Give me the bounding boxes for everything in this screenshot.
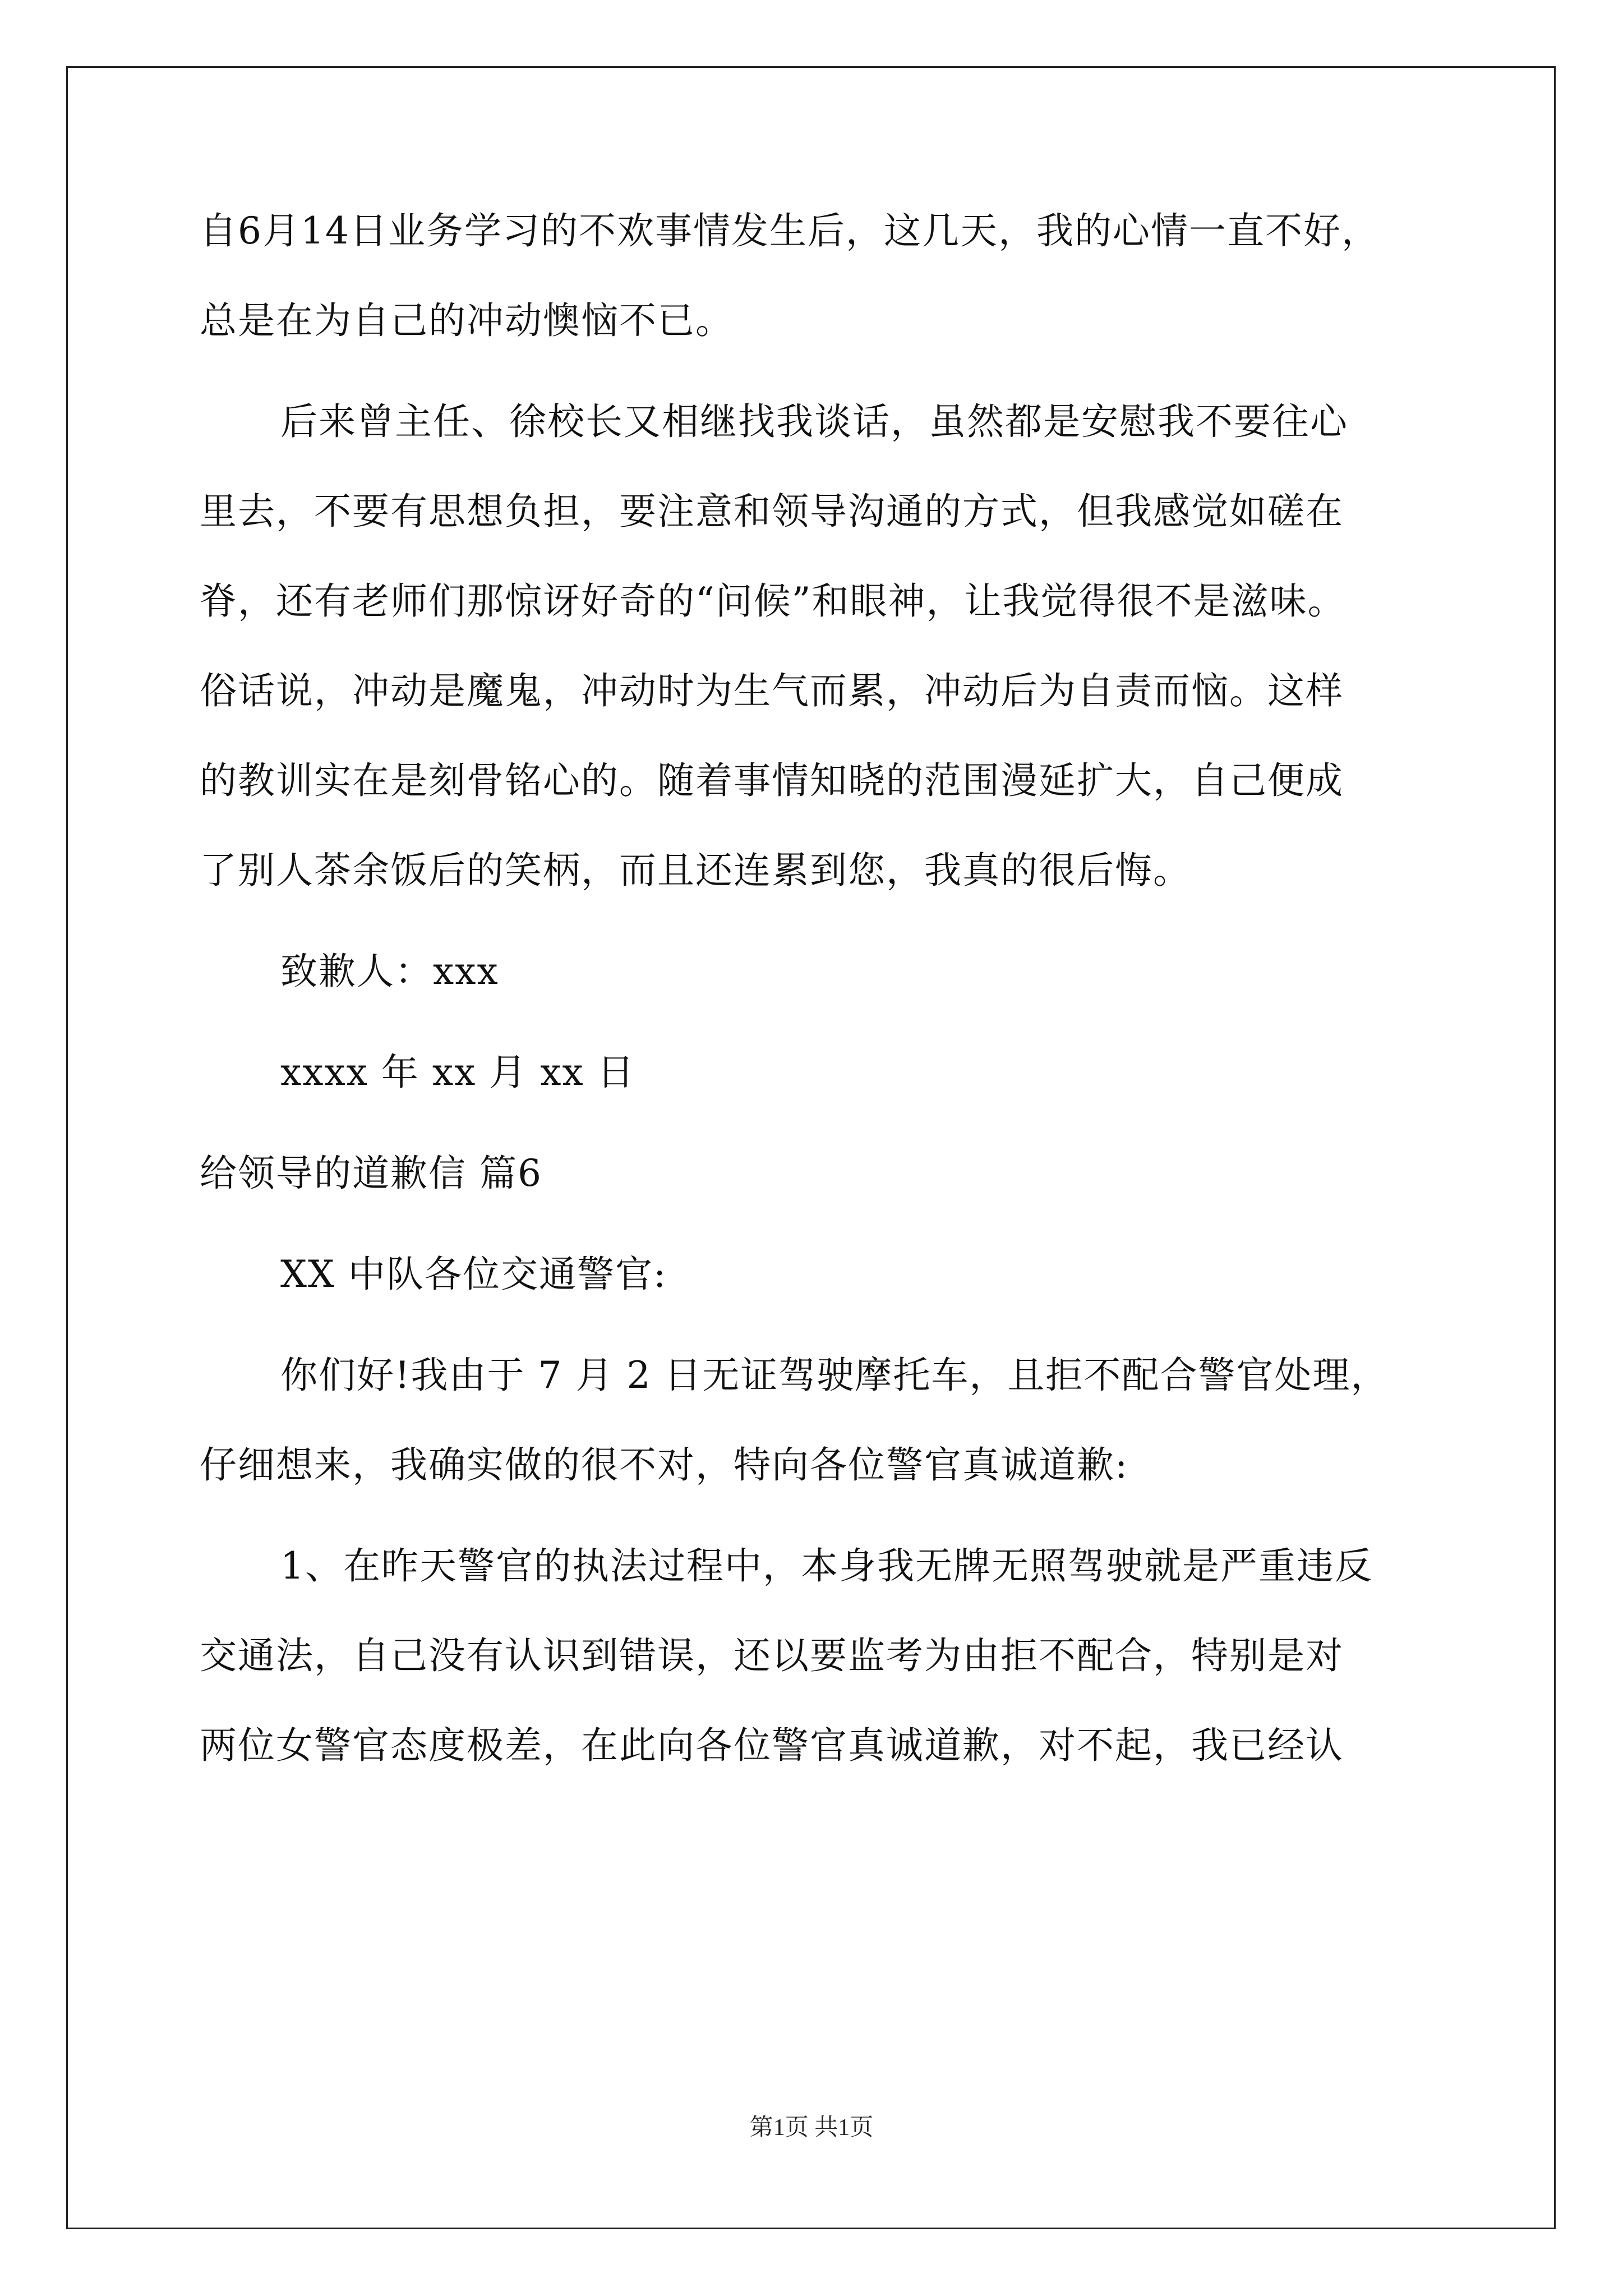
paragraph-line: 了别人茶余饭后的笑柄，而且还连累到您，我真的很后悔。 xyxy=(200,849,1191,892)
paragraph-line: 后来曾主任、徐校长又相继找我谈话，虽然都是安慰我不要往心 xyxy=(280,400,1348,443)
date-line: xxxx 年 xx 月 xx 日 xyxy=(280,1051,635,1094)
paragraph-line: 俗话说，冲动是魔鬼，冲动时为生气而累，冲动后为自责而恼。这样 xyxy=(200,669,1344,712)
paragraph-line: 你们好!我由于 7 月 2 日无证驾驶摩托车，且拒不配合警官处理， xyxy=(280,1354,1389,1397)
paragraph-line: 的教训实在是刻骨铭心的。随着事情知晓的范围漫延扩大，自己便成 xyxy=(200,759,1344,802)
page-number-footer: 第1页 共1页 xyxy=(749,2115,874,2141)
paragraph-line: 交通法，自己没有认识到错误，还以要监考为由拒不配合，特别是对 xyxy=(200,1634,1344,1677)
paragraph-line: 总是在为自己的冲动懊恼不已。 xyxy=(200,299,734,342)
paragraph-line: 仔细想来，我确实做的很不对，特向各位警官真诚道歉: xyxy=(200,1443,1129,1487)
paragraph-line: 两位女警官态度极差，在此向各位警官真诚道歉，对不起，我已经认 xyxy=(200,1724,1344,1767)
paragraph-line: 自6月14日业务学习的不欢事情发生后，这几天，我的心情一直不好， xyxy=(200,209,1380,252)
paragraph-line: 脊，还有老师们那惊讶好奇的“问候”和眼神，让我觉得很不是滋味。 xyxy=(200,579,1346,623)
paragraph-line: 1、在昨天警官的执法过程中，本身我无牌无照驾驶就是严重违反 xyxy=(280,1544,1373,1588)
signature-line: 致歉人：xxx xyxy=(280,950,499,993)
salutation-line: XX 中队各位交通警官: xyxy=(280,1253,667,1296)
section-heading: 给领导的道歉信 篇6 xyxy=(200,1152,542,1195)
paragraph-line: 里去，不要有思想负担，要注意和领导沟通的方式，但我感觉如磋在 xyxy=(200,490,1344,533)
page-border xyxy=(66,66,1556,2229)
